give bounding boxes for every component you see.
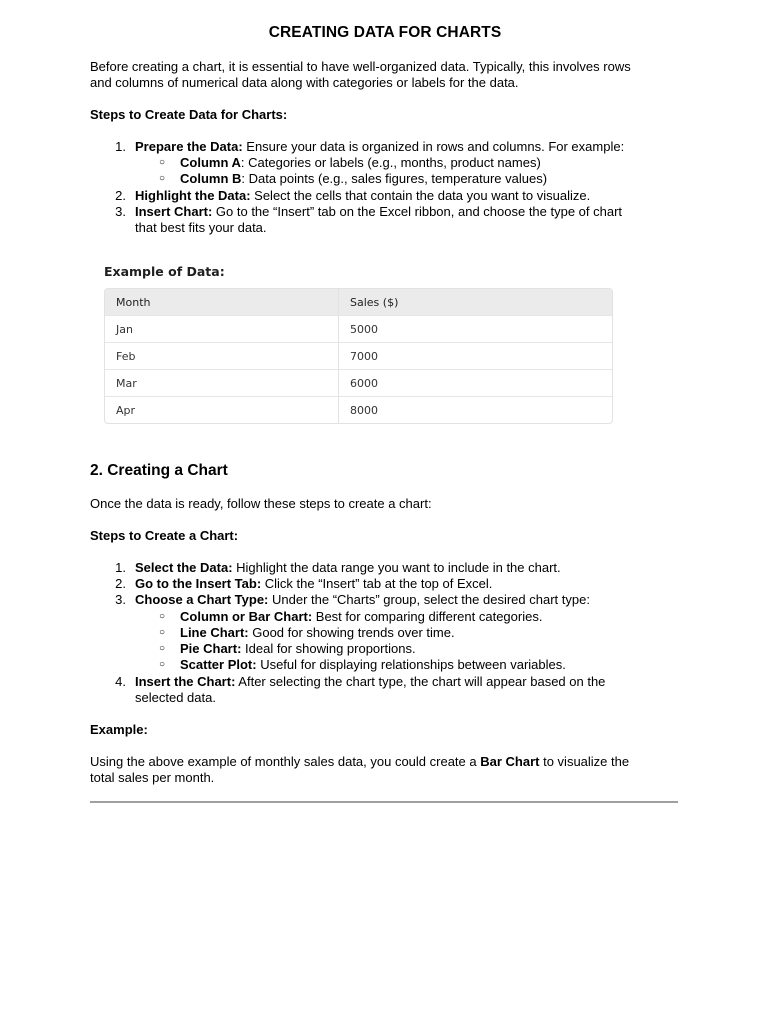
steps-chart-heading: Steps to Create a Chart:: [90, 528, 239, 543]
chart-type-text: Good for showing trends over time.: [248, 625, 455, 640]
example-text-line-2: total sales per month.: [90, 770, 215, 785]
intro-paragraph: [90, 59, 680, 91]
bullet-icon: ○: [159, 643, 166, 654]
example-data-table: [104, 288, 613, 424]
intro-line-2: and columns of numerical data along with categories or labels for the data.: [90, 75, 519, 90]
table-cell: 7000: [350, 349, 378, 363]
table-cell: 8000: [350, 403, 378, 417]
sub-item-text: : Categories or labels (e.g., months, product names): [240, 155, 541, 170]
chart-type-title: Pie Chart:: [180, 641, 242, 656]
bullet-icon: ○: [159, 659, 166, 670]
chart-type-text: Ideal for showing proportions.: [241, 641, 416, 656]
list-number: 1.: [115, 560, 126, 575]
list-number: 1.: [115, 139, 126, 154]
step-text: Select the cells that contain the data you want to visualize.: [250, 188, 591, 203]
table-row: [105, 369, 612, 396]
table-header-row: [105, 289, 612, 315]
step-title: Select the Data:: [135, 560, 233, 575]
table-row: [105, 315, 612, 342]
table-cell: 5000: [350, 322, 378, 336]
page-title: CREATING DATA FOR CHARTS: [268, 24, 502, 41]
horizontal-divider: [90, 801, 678, 803]
chart-type-text: Best for comparing different categories.: [312, 609, 543, 624]
bullet-icon: ○: [159, 627, 166, 638]
example-heading: Example:: [90, 722, 148, 737]
step-text: After selecting the chart type, the chart will appear based on the: [235, 674, 606, 689]
step-text: Ensure your data is organized in rows and columns. For example:: [242, 139, 625, 154]
list-number: 2.: [115, 576, 126, 591]
step-title: Highlight the Data:: [135, 188, 251, 203]
chart-type-title: Line Chart:: [180, 625, 249, 640]
section-2-intro: Once the data is ready, follow these steps to create a chart:: [90, 496, 432, 511]
table-cell: Feb: [105, 343, 339, 369]
step-text: Go to the “Insert” tab on the Excel ribbon, and choose the type of chart: [212, 204, 623, 219]
step-text-continued: selected data.: [135, 690, 216, 705]
table-cell: Jan: [105, 316, 339, 342]
step-title: Go to the Insert Tab:: [135, 576, 262, 591]
column-header-month: Month: [105, 289, 339, 315]
list-number: 3.: [115, 204, 126, 219]
table-row: [105, 342, 612, 369]
intro-line-1: Before creating a chart, it is essential to have well-organized data. Typically, this involves rows: [90, 59, 631, 74]
step-text: Highlight the data range you want to include in the chart.: [232, 560, 561, 575]
bullet-icon: ○: [159, 173, 166, 184]
example-paragraph: [90, 754, 680, 786]
sub-item-title: Column B: [180, 171, 242, 186]
example-text: Using the above example of monthly sales data, you could create a: [90, 754, 481, 769]
bullet-icon: ○: [159, 157, 166, 168]
chart-type-text: Useful for displaying relationships between variables.: [256, 657, 566, 672]
example-text-end: to visualize the: [539, 754, 630, 769]
sub-item-text: : Data points (e.g., sales figures, temperature values): [241, 171, 548, 186]
table-cell: 6000: [350, 376, 378, 390]
table-row: [105, 396, 612, 423]
step-title: Prepare the Data:: [135, 139, 243, 154]
sub-item-title: Column A: [180, 155, 241, 170]
table-cell: Mar: [105, 370, 339, 396]
example-of-data-label: Example of Data:: [104, 264, 225, 279]
step-title: Insert Chart:: [135, 204, 213, 219]
chart-type-title: Column or Bar Chart:: [180, 609, 313, 624]
steps-data-heading: Steps to Create Data for Charts:: [90, 107, 288, 122]
step-title: Insert the Chart:: [135, 674, 236, 689]
step-text-continued: that best fits your data.: [135, 220, 267, 235]
step-text: Click the “Insert” tab at the top of Excel.: [261, 576, 493, 591]
chart-type-title: Scatter Plot:: [180, 657, 257, 672]
bullet-icon: ○: [159, 611, 166, 622]
list-number: 2.: [115, 188, 126, 203]
step-title: Choose a Chart Type:: [135, 592, 269, 607]
section-2-heading: 2. Creating a Chart: [90, 462, 228, 479]
step-text: Under the “Charts” group, select the desired chart type:: [268, 592, 590, 607]
column-header-sales: Sales ($): [350, 295, 399, 309]
list-number: 4.: [115, 674, 126, 689]
example-bold-text: Bar Chart: [480, 754, 540, 769]
list-number: 3.: [115, 592, 126, 607]
table-cell: Apr: [105, 397, 339, 423]
